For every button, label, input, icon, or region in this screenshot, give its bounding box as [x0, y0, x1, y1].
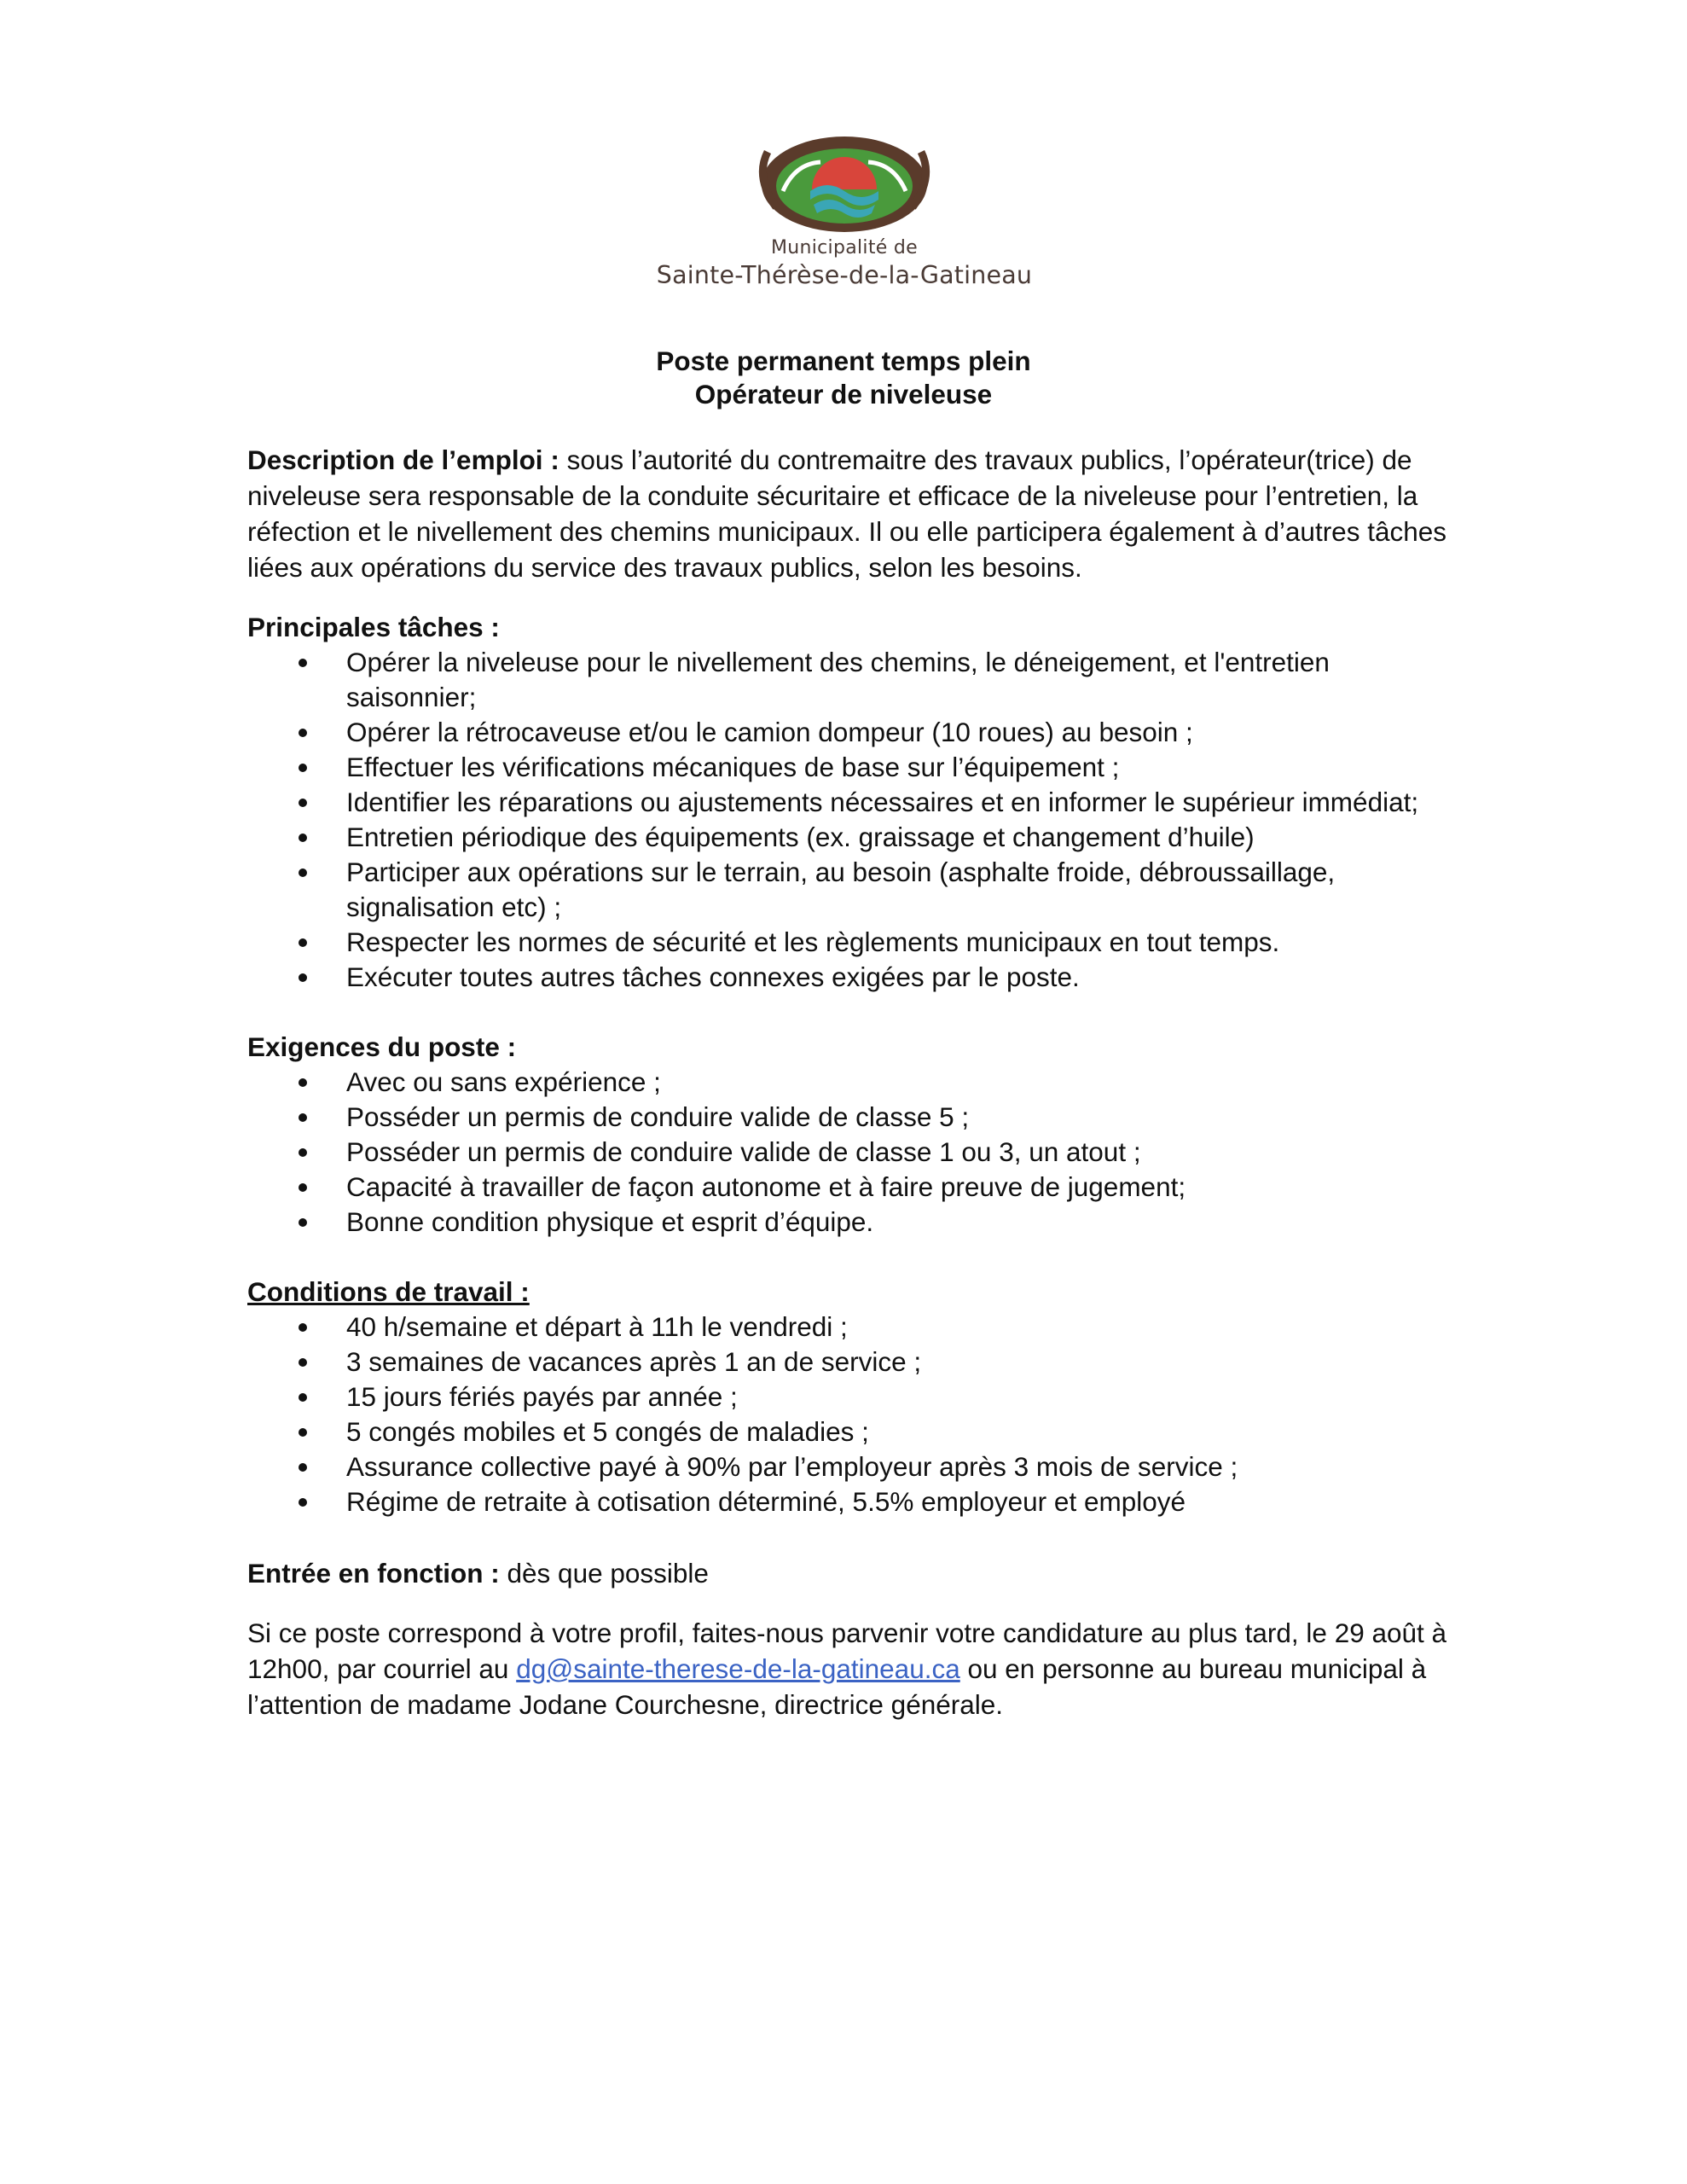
bullet-icon	[299, 1498, 307, 1507]
list-item: Avec ou sans expérience ;	[247, 1065, 1458, 1100]
list-item: 3 semaines de vacances après 1 an de service ;	[247, 1345, 1458, 1380]
bullet-icon	[299, 1463, 307, 1472]
list-item: Identifier les réparations ou ajustements nécessaires et en informer le supérieur immédiat;	[247, 785, 1458, 820]
bullet-icon	[299, 1148, 307, 1157]
apply-text-after: ou en personne au bureau municipal à l’attention de madame Jodane Courchesne, directrice générale.	[247, 1653, 1427, 1720]
conditions-heading: Conditions de travail :	[247, 1276, 530, 1307]
bullet-icon	[299, 1078, 307, 1087]
list-item: Posséder un permis de conduire valide de classe 1 ou 3, un atout ;	[247, 1135, 1458, 1170]
list-item: 40 h/semaine et départ à 11h le vendredi ;	[247, 1310, 1458, 1345]
document-body	[247, 442, 1458, 1722]
bullet-icon	[299, 764, 307, 772]
list-item: Régime de retraite à cotisation déterminé, 5.5% employeur et employé	[247, 1484, 1458, 1519]
list-item: Entretien périodique des équipements (ex. graissage et changement d’huile)	[247, 820, 1458, 855]
logo-line-municipalite: Municipalité de	[770, 237, 918, 258]
municipality-logo	[648, 118, 1041, 288]
bullet-icon	[299, 1183, 307, 1192]
bullet-icon	[299, 1218, 307, 1227]
title-line-2: Opérateur de niveleuse	[694, 379, 993, 410]
bullet-icon	[299, 1323, 307, 1332]
list-item: Capacité à travailler de façon autonome et à faire preuve de jugement;	[247, 1170, 1458, 1205]
bullet-icon	[299, 1358, 307, 1367]
bullet-icon	[299, 868, 307, 877]
logo-line-name: Sainte-Thérèse-de-la-Gatineau	[656, 261, 1033, 289]
list-item: Posséder un permis de conduire valide de classe 5 ;	[247, 1100, 1458, 1135]
tasks-heading: Principales tâches :	[247, 612, 500, 642]
list-item: Opérer la rétrocaveuse et/ou le camion dompeur (10 roues) au besoin ;	[247, 715, 1458, 750]
list-item: Effectuer les vérifications mécaniques de base sur l’équipement ;	[247, 750, 1458, 785]
apply-paragraph	[247, 1615, 1458, 1722]
tasks-list	[247, 645, 1458, 995]
description-label: Description de l’emploi :	[247, 444, 559, 475]
start-date-label: Entrée en fonction :	[247, 1558, 500, 1589]
list-item: 5 congés mobiles et 5 congés de maladies ;	[247, 1414, 1458, 1449]
start-date-text: dès que possible	[499, 1558, 709, 1589]
bullet-icon	[299, 973, 307, 982]
apply-text-before: Si ce poste correspond à votre profil, faites-nous parvenir votre candidature au plus tard, le 29 août à 12h00, par courriel au	[247, 1618, 1447, 1684]
bullet-icon	[299, 938, 307, 947]
bullet-icon	[299, 1393, 307, 1402]
list-item: 15 jours fériés payés par année ;	[247, 1380, 1458, 1414]
description-text: sous l’autorité du contremaitre des travaux publics, l’opérateur(trice) de niveleuse sera responsable de la conduite sécuritaire et efficace de la niveleuse pour l’entretien, la réfection et le nivellement des chemins municipaux. Il ou elle participera également à d’autres tâches liées aux opérations du service des travaux publics, selon les besoins.	[247, 444, 1447, 583]
requirements-heading: Exigences du poste :	[247, 1031, 517, 1062]
bullet-icon	[299, 1428, 307, 1437]
bullet-icon	[299, 729, 307, 737]
list-item: Assurance collective payé à 90% par l’employeur après 3 mois de service ;	[247, 1449, 1458, 1484]
list-item: Opérer la niveleuse pour le nivellement des chemins, le déneigement, et l'entretien saisonnier;	[247, 645, 1458, 715]
municipality-emblem-icon	[751, 118, 938, 246]
title-line-1: Poste permanent temps plein	[656, 346, 1031, 376]
list-item: Bonne condition physique et esprit d’équipe.	[247, 1205, 1458, 1240]
bullet-icon	[299, 799, 307, 807]
description-paragraph	[247, 442, 1458, 585]
bullet-icon	[299, 1113, 307, 1122]
requirements-list	[247, 1065, 1458, 1240]
conditions-list	[247, 1310, 1458, 1519]
start-date-paragraph	[247, 1555, 1458, 1591]
email-link[interactable]: dg@sainte-therese-de-la-gatineau.ca	[516, 1653, 960, 1684]
bullet-icon	[299, 834, 307, 842]
document-title	[0, 345, 1687, 411]
list-item: Respecter les normes de sécurité et les règlements municipaux en tout temps.	[247, 925, 1458, 960]
list-item: Participer aux opérations sur le terrain, au besoin (asphalte froide, débroussaillage, signalisation etc) ;	[247, 855, 1458, 925]
bullet-icon	[299, 659, 307, 667]
list-item: Exécuter toutes autres tâches connexes exigées par le poste.	[247, 960, 1458, 995]
